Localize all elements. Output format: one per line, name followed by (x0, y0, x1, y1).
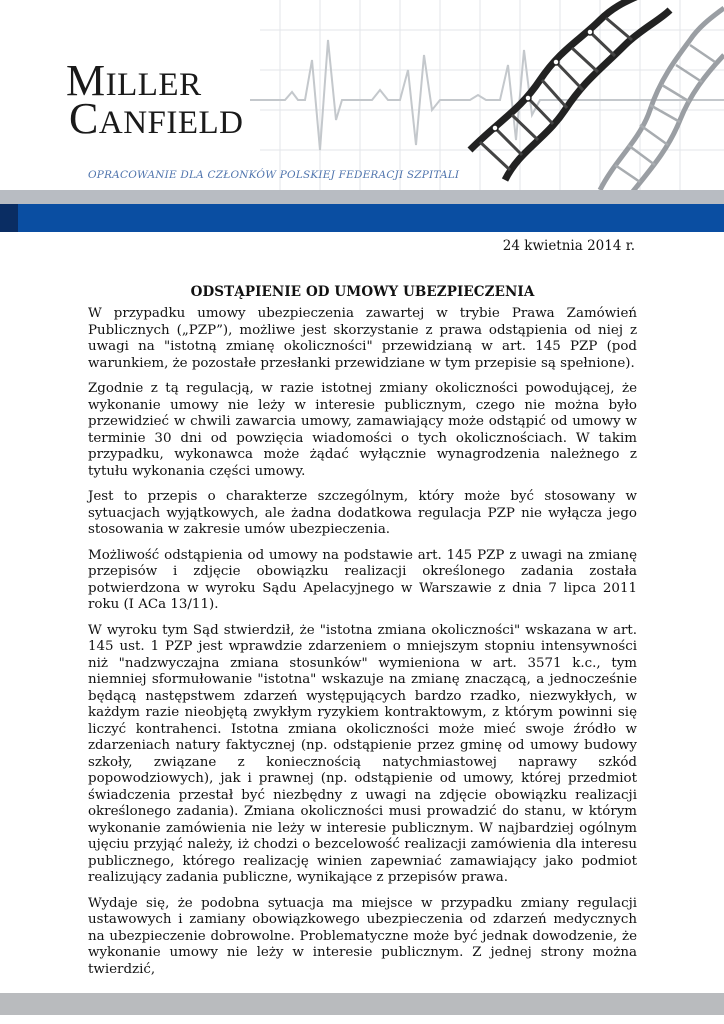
letterhead (0, 0, 724, 205)
document-date: 24 kwietnia 2014 r. (502, 238, 635, 254)
document-title: ODSTĄPIENIE OD UMOWY UBEZPIECZENIA (190, 284, 535, 300)
paragraph-3: Jest to przepis o charakterze szczególnym, który może być stosowany w sytuacjach wyjątkowych, ale żadna dodatkowa regulacja PZP nie wyłącza jego stosowania w zakresie umów ubezpieczenia. (88, 489, 637, 537)
header-subtitle: OPRACOWANIE DLA CZŁONKÓW POLSKIEJ FEDERACJI SZPITALI (88, 169, 460, 181)
document-body (88, 284, 637, 987)
paragraph-6: Wydaje się, że podobna sytuacja ma miejsce w przypadku zmiany regulacji ustawowych i zamiany obowiązkowego ubezpieczenia od zdarzeń medycznych na ubezpieczenie dobrowolne. Problematyczne może być jednak dowodzenie, że wykonanie umowy nie leży w interesie publicznym. Z jednej strony można twierdzić, (88, 895, 637, 977)
paragraph-1: W przypadku umowy ubezpieczenia zawartej w trybie Prawa Zamówień Publicznych („PZP”), możliwe jest skorzystanie z prawa odstąpienia od niej z uwagi na "istotną zmianę okoliczności" przewidzianą w art. 145 PZP (pod warunkiem, że pozostałe przesłanki przewidziane w tym przepisie są spełnione). (88, 306, 637, 371)
company-logo: MILLER CANFIELD (66, 56, 244, 143)
header-divider-blue (18, 204, 724, 232)
header-divider-grey (0, 190, 724, 204)
dna-helix-icon (470, 0, 724, 195)
header-divider-dark (0, 204, 18, 232)
paragraph-4: Możliwość odstąpienia od umowy na podstawie art. 145 PZP z uwagi na zmianę przepisów i zdjęcie obowiązku realizacji określonego zadania została potwierdzona w wyroku Sądu Apelacyjnego w Warszawie z dnia 7 lipca 2011 roku (I ACa 13/11). (88, 547, 637, 612)
paragraph-2: Zgodnie z tą regulacją, w razie istotnej zmiany okoliczności powodującej, że wykonanie umowy nie leży w interesie publicznym, czego nie można było przewidzieć w chwili zawarcia umowy, zamawiający może odstąpić od umowy w terminie 30 dni od powzięcia wiadomości o tych okolicznościach. W takim przypadku, wykonawca może żądać wyłącznie wynagrodzenia należnego z tytułu wykonania części umowy. (88, 381, 637, 479)
paragraph-5: W wyroku tym Sąd stwierdził, że "istotna zmiana okoliczności" wskazana w art. 145 ust. 1 PZP jest wprawdzie zdarzeniem o mniejszym stopniu intensywności niż "nadzwyczajna zmiana stosunków" wymieniona w art. 3571 k.c., tym niemniej sformułowanie "istotna" wskazuje na zmianę znaczącą, a jednocześnie będącą następstwem zdarzeń występujących bardzo rzadko, niezwykłych, w każdym razie nieobjętą zwykłym ryzykiem kontraktowym, z którym powinni się liczyć kontrahenci. Istotna zmiana okoliczności może mieć swoje źródło w zdarzeniach natury faktycznej (np. odstąpienie przez gminę od umowy budowy szkoły, związane z koniecznością natychmiastowej naprawy szkód popowodziowych), jak i prawnej (np. odstąpienie od umowy, której przedmiot świadczenia przestał być niezbędny z uwagi na zdjęcie obowiązku realizacji określonego zadania). Zmiana okoliczności musi prowadzić do stanu, w którym wykonanie zamówienia nie leży w interesie publicznym. W najbardziej ogólnym ujęciu przyjąć należy, iż chodzi o bezcelowość realizacji zamówienia dla interesu publicznego, którego realizację winien zapewniać zamawiający jako podmiot realizujący zadania publiczne, wynikające z przepisów prawa. (88, 622, 637, 885)
footer-bar (0, 993, 724, 1015)
